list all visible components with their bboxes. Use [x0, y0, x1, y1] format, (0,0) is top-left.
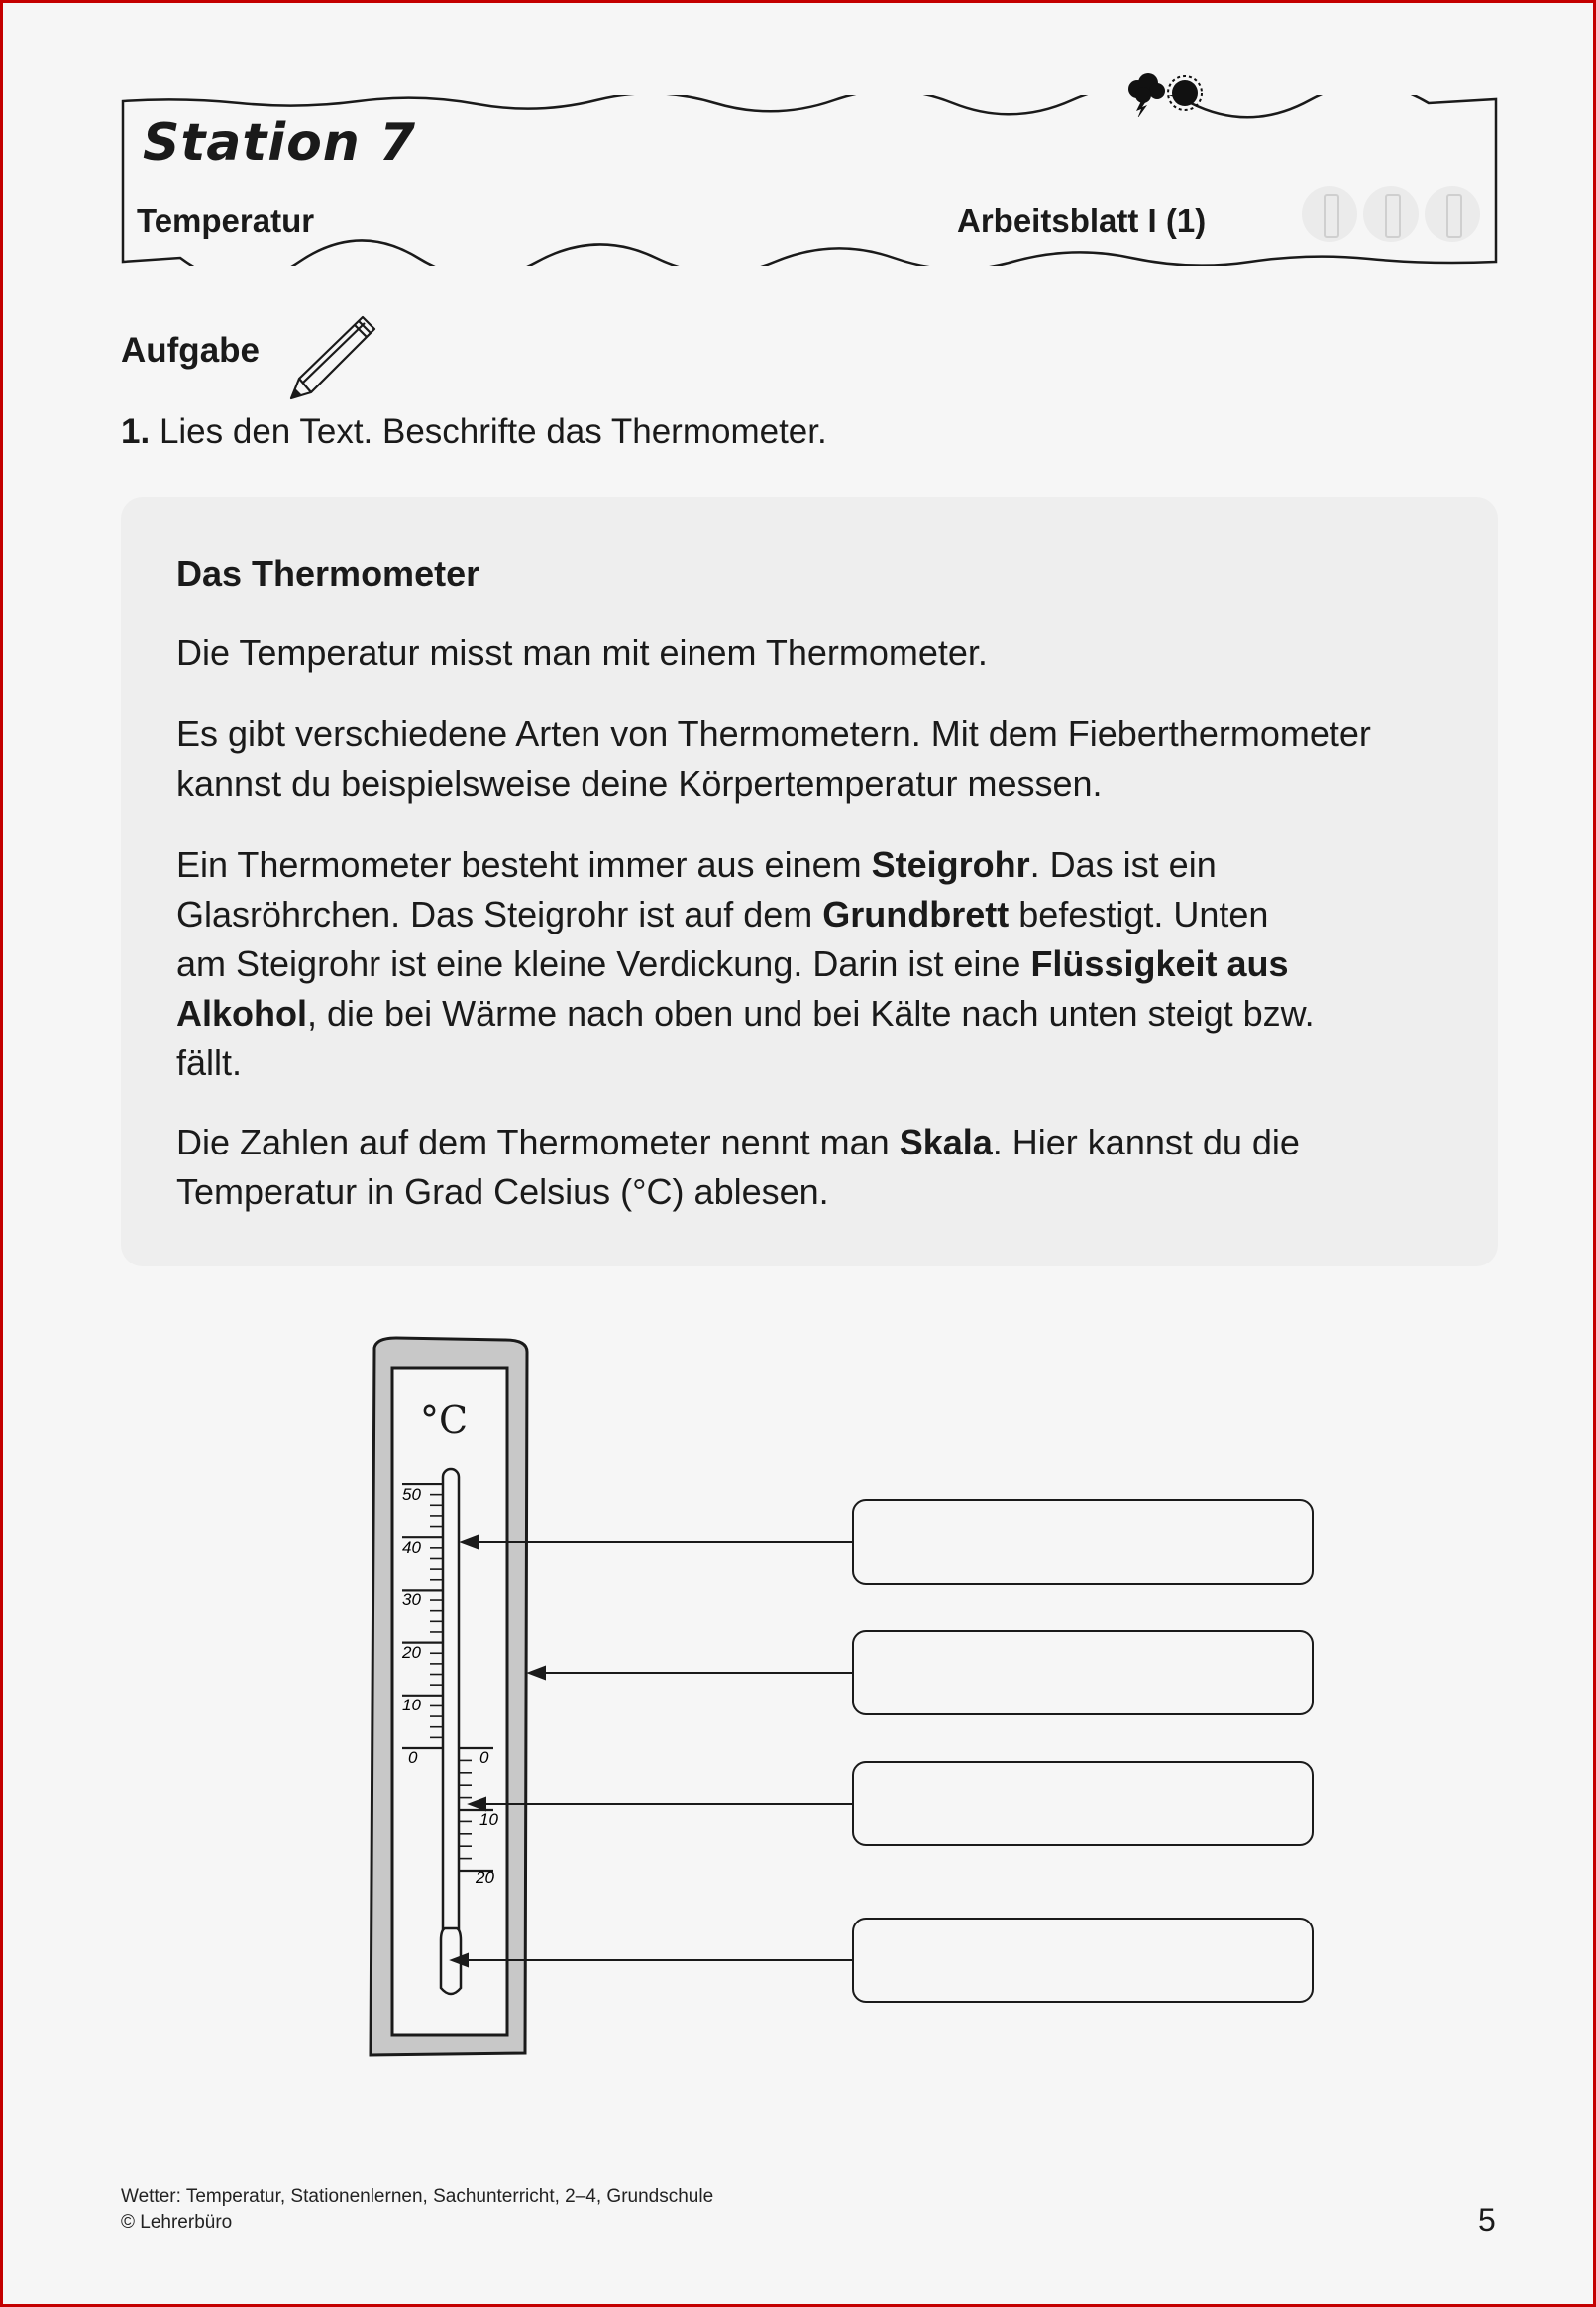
answer-box-3[interactable]: [852, 1761, 1314, 1846]
task-number: 1.: [121, 412, 151, 451]
answer-box-2[interactable]: [852, 1630, 1314, 1715]
scale-label: 20: [476, 1868, 494, 1887]
text-run: Temperatur in Grad Celsius (°C) ablesen.: [176, 1171, 829, 1212]
term-steigrohr: Steigrohr: [871, 844, 1030, 885]
pencil-icon: [285, 309, 380, 409]
term-alkohol: Alkohol: [176, 993, 307, 1034]
info-paragraph-3: [176, 840, 1464, 1088]
text-run: Ein Thermometer besteht immer aus einem: [176, 844, 872, 885]
task-instruction: [121, 412, 827, 452]
thermometer-level-icon: [1363, 186, 1419, 242]
info-paragraph-1: [176, 628, 1464, 678]
text-run: Die Zahlen auf dem Thermometer nennt man: [176, 1122, 900, 1162]
text-run: am Steigrohr ist eine kleine Verdickung. Darin ist eine: [176, 943, 1031, 984]
answer-box-1[interactable]: [852, 1499, 1314, 1585]
scale-label: 40: [402, 1538, 421, 1557]
footer-source: Wetter: Temperatur, Stationenlernen, Sachunterricht, 2–4, Grundschule: [121, 2186, 714, 2207]
weather-icon: [1121, 67, 1211, 122]
info-paragraph-2: [176, 710, 1464, 809]
answer-box-4[interactable]: [852, 1918, 1314, 2003]
worksheet-label: Arbeitsblatt I (1): [957, 202, 1207, 239]
thermometer-level-icon: [1302, 186, 1357, 242]
thermometer-diagram: [357, 1328, 1328, 2086]
scale-label: 0: [479, 1748, 489, 1767]
term-grundbrett: Grundbrett: [822, 894, 1010, 934]
info-title: Das Thermometer: [176, 553, 480, 594]
text-run: . Hier kannst du die: [992, 1122, 1300, 1162]
info-paragraph-4: [176, 1118, 1464, 1217]
scale-label: 20: [402, 1643, 421, 1662]
thermometer-level-icon: [1425, 186, 1480, 242]
unit-label: °C: [420, 1398, 469, 1442]
text-run: Glasröhrchen. Das Steigrohr ist auf dem: [176, 894, 823, 934]
text-line: Es gibt verschiedene Arten von Thermometern. Mit dem Fieberthermometer: [176, 714, 1371, 754]
task-heading: Aufgabe: [121, 331, 260, 370]
footer-copyright: © Lehrerbüro: [121, 2212, 233, 2233]
station-title: Station 7: [143, 113, 417, 172]
topic-title: Temperatur: [137, 202, 315, 239]
difficulty-icons: [1302, 186, 1480, 242]
task-text: Lies den Text. Beschrifte das Thermometer.: [159, 412, 827, 451]
term-fluessigkeit: Flüssigkeit aus: [1030, 943, 1289, 984]
scale-label: 0: [408, 1748, 418, 1767]
text-run: . Das ist ein: [1029, 844, 1217, 885]
text-line: Die Temperatur misst man mit einem Thermometer.: [176, 632, 988, 673]
text-line: kannst du beispielsweise deine Körpertemperatur messen.: [176, 763, 1103, 804]
scale-label: 30: [402, 1591, 421, 1609]
info-text-box: [121, 497, 1498, 1266]
station-header: [121, 95, 1498, 266]
term-skala: Skala: [899, 1122, 993, 1162]
scale-label: 50: [402, 1485, 421, 1504]
text-run: fällt.: [176, 1043, 243, 1083]
scale-label: 10: [479, 1811, 498, 1829]
text-run: befestigt. Unten: [1009, 894, 1269, 934]
scale-label: 10: [402, 1696, 421, 1714]
page-number: 5: [1478, 2202, 1496, 2238]
text-run: , die bei Wärme nach oben und bei Kälte nach unten steigt bzw.: [307, 993, 1315, 1034]
